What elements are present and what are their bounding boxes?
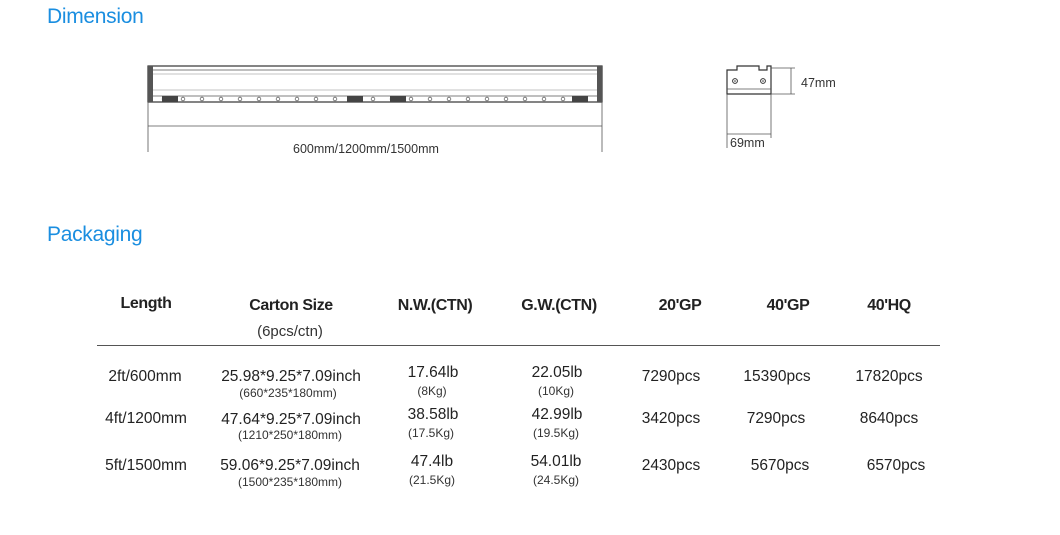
cell-gw-kg: (24.5Kg) <box>532 473 580 487</box>
cell-nw-kg: (8Kg) <box>417 384 447 398</box>
header-length: Length <box>120 295 172 312</box>
cell-gw-kg: (10Kg) <box>537 384 575 398</box>
header-40hq: 40'HQ <box>867 297 911 314</box>
packaging-title: Packaging <box>47 223 143 246</box>
led-dot <box>314 97 318 101</box>
header-gw: G.W.(CTN) <box>521 297 597 314</box>
cell-nw-lb: 38.58lb <box>407 406 459 423</box>
led-dot <box>333 97 337 101</box>
cell-40gp: 7290pcs <box>746 410 806 427</box>
cell-40hq: 6570pcs <box>866 457 926 474</box>
cell-nw-kg: (21.5Kg) <box>408 473 456 487</box>
led-dot <box>295 97 299 101</box>
cell-carton-inch: 25.98*9.25*7.09inch <box>221 368 361 385</box>
cell-gw-kg: (19.5Kg) <box>532 426 580 440</box>
cell-40hq: 8640pcs <box>859 410 919 427</box>
side-view-drawing <box>140 60 610 155</box>
cell-length: 2ft/600mm <box>108 368 182 385</box>
led-dot <box>561 97 565 101</box>
cell-40hq: 17820pcs <box>855 368 923 385</box>
dimension-title: Dimension <box>47 5 144 28</box>
cell-carton-mm: (660*235*180mm) <box>239 386 337 400</box>
cell-carton-inch: 47.64*9.25*7.09inch <box>221 411 361 428</box>
led-dot <box>409 97 413 101</box>
led-dot <box>542 97 546 101</box>
cell-gw-lb: 22.05lb <box>531 364 583 381</box>
led-dot <box>485 97 489 101</box>
cell-nw-lb: 47.4lb <box>410 453 454 470</box>
led-dot <box>447 97 451 101</box>
led-dot <box>466 97 470 101</box>
cell-nw-kg: (17.5Kg) <box>407 426 455 440</box>
length-dimension-label: 600mm/1200mm/1500mm <box>293 142 439 156</box>
led-dot <box>238 97 242 101</box>
cell-carton-mm: (1210*250*180mm) <box>237 428 343 442</box>
cell-20gp: 3420pcs <box>641 410 701 427</box>
header-carton-size: Carton Size <box>249 297 333 314</box>
cell-length: 5ft/1500mm <box>105 457 187 474</box>
led-dot <box>504 97 508 101</box>
header-divider <box>97 345 940 346</box>
led-dot <box>257 97 261 101</box>
header-carton-size-sub: (6pcs/ctn) <box>257 323 323 340</box>
cell-40gp: 5670pcs <box>750 457 810 474</box>
header-nw: N.W.(CTN) <box>397 297 473 314</box>
header-20gp: 20'GP <box>658 297 702 314</box>
cell-gw-lb: 42.99lb <box>531 406 583 423</box>
cell-carton-inch: 59.06*9.25*7.09inch <box>220 457 360 474</box>
height-dimension-label: 47mm <box>801 76 836 90</box>
cell-40gp: 15390pcs <box>743 368 811 385</box>
led-dot <box>200 97 204 101</box>
led-dot <box>219 97 223 101</box>
led-dot <box>523 97 527 101</box>
cell-carton-mm: (1500*235*180mm) <box>237 475 343 489</box>
cell-20gp: 2430pcs <box>641 457 701 474</box>
header-40gp: 40'GP <box>766 297 810 314</box>
cell-gw-lb: 54.01lb <box>530 453 582 470</box>
cell-length: 4ft/1200mm <box>105 410 187 427</box>
cell-20gp: 7290pcs <box>641 368 701 385</box>
cell-nw-lb: 17.64lb <box>407 364 459 381</box>
width-dimension-label: 69mm <box>730 136 765 150</box>
led-dot <box>371 97 375 101</box>
led-dot <box>181 97 185 101</box>
led-dot <box>428 97 432 101</box>
led-dot <box>276 97 280 101</box>
